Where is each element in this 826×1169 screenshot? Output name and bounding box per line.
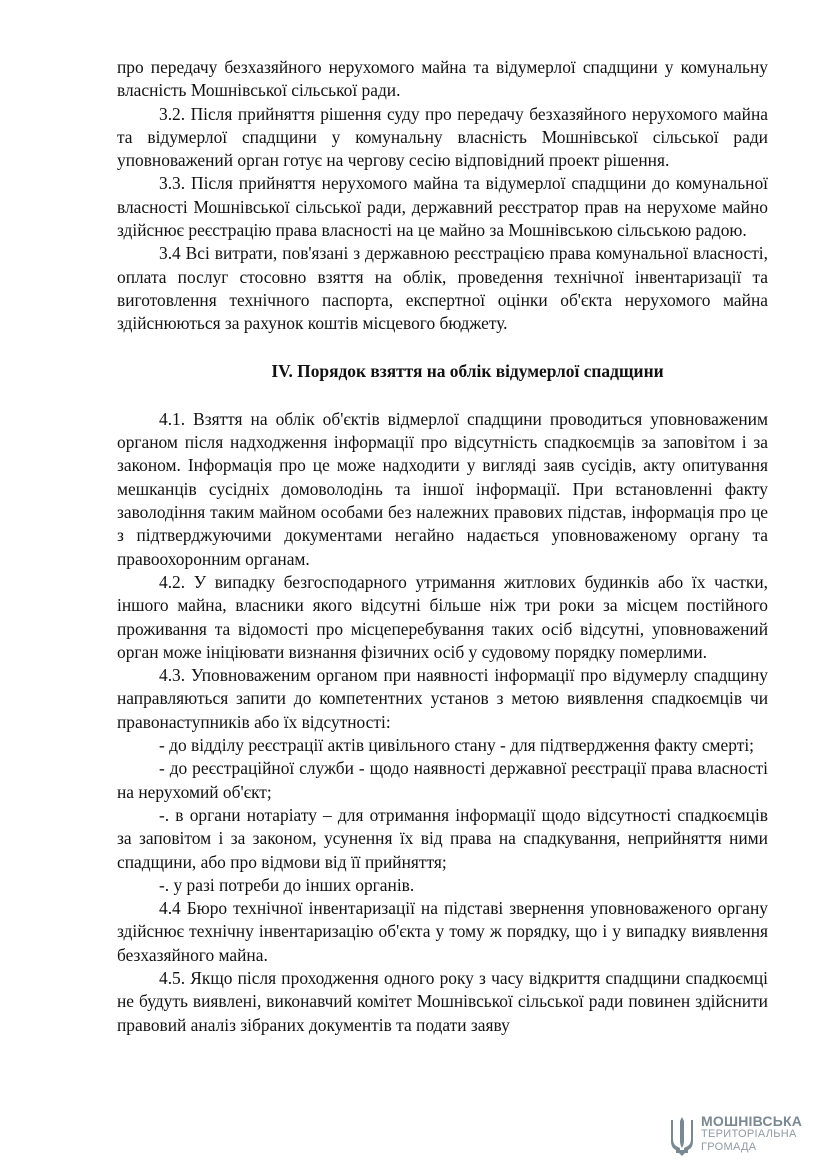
logo-line: ГРОМАДА [701,1141,757,1153]
list-item: - до реєстраційної служби - щодо наявності державної реєстрації права власності на нерухомий об'єкт; [117,758,768,802]
paragraph: 4.3. Уповноваженим органом при наявності інформації про відумерлу спадщину направляються запити до компетентних установ з метою виявлення спадкоємців чи правонаступників або їх відсутності: [117,665,768,732]
paragraph: 4.1. Взяття на облік об'єктів відмерлої спадщини проводиться уповноваженим органом після надходження інформації про відсутність спадкоємців за заповітом і за законом. Інформація про це може надходити у вигляді заяв сусідів, акту опитування мешканців сусідніх домоволодінь та іншої інформації. При встановленні факту заволодіння таким майном особами без належних правових підстав, інформація про це з підтверджуючими документами негайно надається уповноваженому органу та правоохоронним органам. [117,408,768,569]
logo-line: ТЕРИТОРІАЛЬНА [701,1128,797,1140]
paragraph: про передачу безхазяйного нерухомого майна та відумерлої спадщини у комунальну власність Мошнівської сільської ради. [117,57,768,101]
paragraph: 3.2. Після прийняття рішення суду про передачу безхазяйного нерухомого майна та відумерлої спадщини у комунальну власність Мошнівської сільської ради уповноважений орган готує на чергову сесію відповідний проект рішення. [117,103,768,171]
document-page [117,56,768,1037]
list-item: - до відділу реєстрації актів цивільного стану - для підтвердження факту смерті; [159,735,754,756]
list-item: -. в органи нотаріату – для отримання інформації щодо відсутності спадкоємців за заповітом і за законом, усунення їх від права на спадкування, неприйняття ними спадщини, або про відмови від її прийняття; [117,804,768,872]
list-item: -. у разі потреби до інших органів. [159,874,415,895]
paragraph: 4.5. Якщо після проходження одного року з часу відкриття спадщини спадкоємці не будуть виявлені, виконавчий комітет Мошнівської сільської ради повинен здійснити правовий аналіз зібраних документів та подати заяву [117,967,768,1035]
logo-text [701,1115,802,1154]
paragraph: 4.4 Бюро технічної інвентаризації на підставі звернення уповноваженого органу здійснює технічну інвентаризацію об'єкта у тому ж порядку, що і у випадку виявлення безхазяйного майна. [117,898,768,965]
section-heading: IV. Порядок взяття на облік відумерлої спадщини [271,360,664,381]
community-logo [668,1113,818,1163]
paragraph: 4.2. У випадку безгосподарного утримання житлових будинків або їх частки, іншого майна, власники якого відсутні більше ніж три роки за місцем постійного проживання та відомості про місцеперебування таких осіб відсутні, уповноважений орган може ініціювати визнання фізичних осіб у судовому порядку померлими. [117,571,768,662]
logo-line: МОШНІВСЬКА [701,1113,803,1129]
paragraph: 3.4 Всі витрати, пов'язані з державною реєстрацією права комунальної власності, оплата послуг стосовно взяття на облік, проведення технічної інвентаризації та виготовлення технічного паспорта, експертної оцінки об'єкта нерухомого майна здійснюються за рахунок коштів місцевого бюджету. [117,243,768,334]
paragraph: 3.3. Після прийняття нерухомого майна та відумерлої спадщини до комунальної власності Мошнівської сільської ради, державний реєстратор прав на нерухоме майно здійснює реєстрацію права власності на це майно за Мошнівською сільською радою. [117,173,768,241]
trident-icon [668,1115,696,1157]
